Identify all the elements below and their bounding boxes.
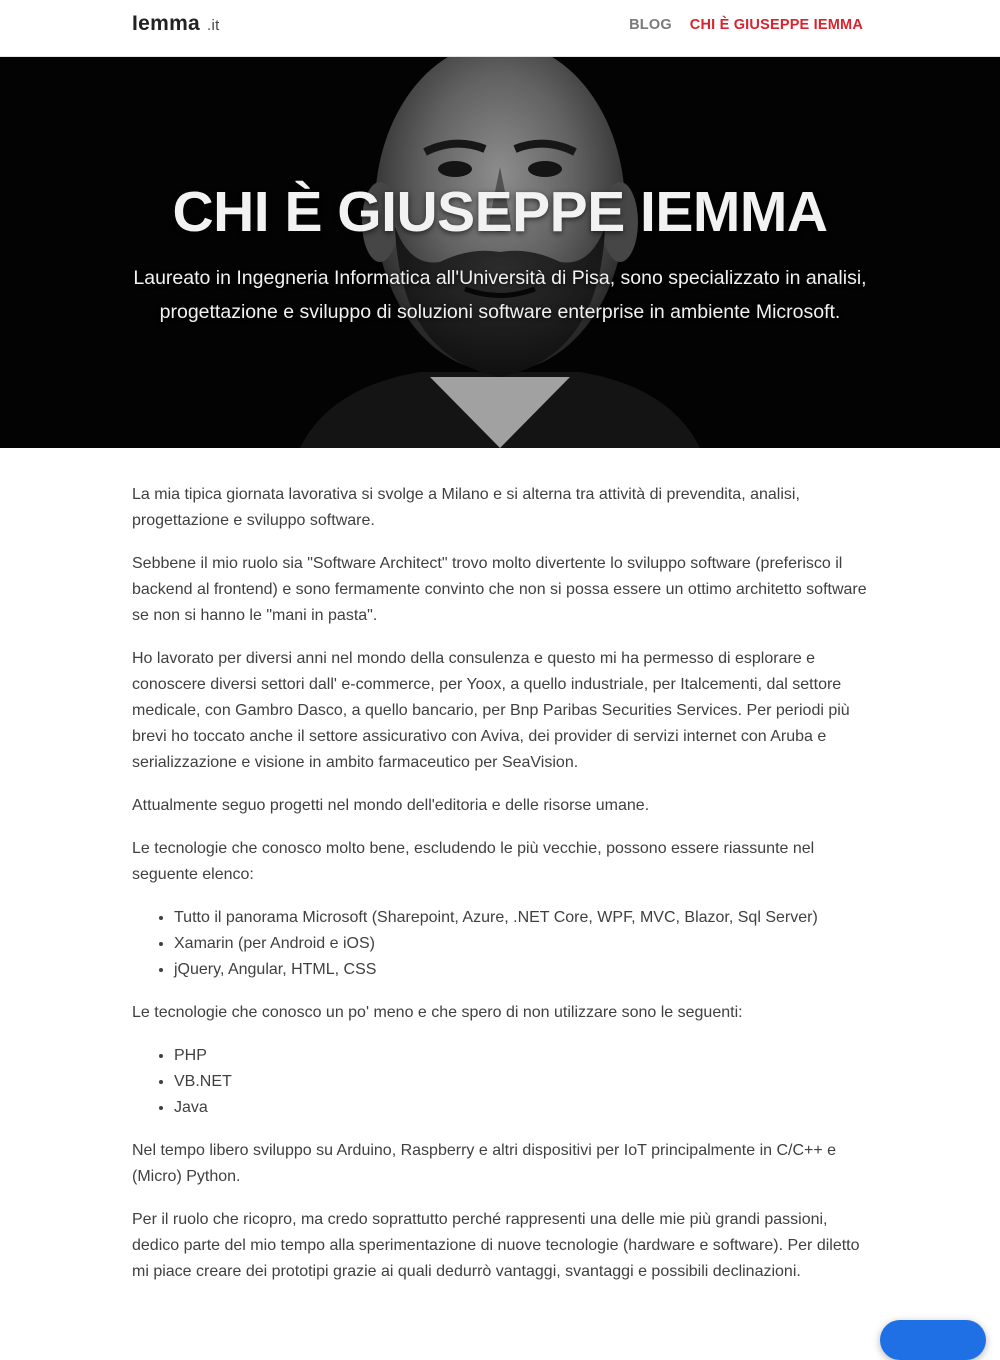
nav-links [629, 17, 863, 33]
paragraph-passion: Per il ruolo che ricopro, ma credo soprattutto perché rappresenti una delle mie più grandi passioni, dedico parte del mio tempo alla sperimentazione di nuove tecnologie (hardware e software). Per diletto mi piace creare dei prototipi grazie ai quali dedurrò vantaggi, svantaggi e possibili declinazioni. [132, 1211, 860, 1280]
nav-link-about[interactable]: CHI È GIUSEPPE IEMMA [689, 17, 863, 33]
paragraph-free-time: Nel tempo libero sviluppo su Arduino, Raspberry e altri dispositivi per IoT principalmente in C/C++ e (Micro) Python. [132, 1142, 837, 1185]
paragraph-role: Sebbene il mio ruolo sia "Software Architect" trovo molto divertente lo sviluppo software (preferisco il backend al frontend) e sono fermamente convinto che non si possa essere un ottimo architetto software se non si hanno le "mani in pasta". [132, 555, 867, 624]
hero-overlay [0, 57, 1000, 448]
page-title: CHI È GIUSEPPE IEMMA [172, 180, 828, 244]
brand-name: Iemma [132, 12, 201, 35]
paragraph-less-known-tech-intro: Le tecnologie che conosco un po' meno e che spero di non utilizzare sono le seguenti: [132, 1004, 743, 1021]
navbar [0, 0, 1000, 57]
brand-logo-link[interactable] [132, 12, 220, 36]
paragraph-workday: La mia tipica giornata lavorativa si svolge a Milano e si alterna tra attività di prevendita, analisi, progettazione e sviluppo software. [132, 486, 800, 529]
paragraph-current-projects: Attualmente seguo progetti nel mondo dell'editoria e delle risorse umane. [132, 797, 650, 814]
article-content [132, 482, 868, 1302]
brand-suffix: .it [207, 17, 220, 34]
paragraph-experience: Ho lavorato per diversi anni nel mondo della consulenza e questo mi ha permesso di esplorare e conoscere diversi settori dall' e-commerce, per Yoox, a quello industriale, per Italcementi, dal settore medicale, con Gambro Dasco, a quello bancario, per Bnp Paribas Securities Services. Per periodi più brevi ho toccato anche il settore assicurativo con Aviva, dei provider di servizi internet con Aruba e serializzazione e visione in ambito farmaceutico per SeaVision. [132, 650, 850, 771]
hero-banner [0, 57, 1000, 448]
list-item: • Java [174, 1095, 868, 1121]
list-item: • PHP [174, 1043, 868, 1069]
list-item: • VB.NET [174, 1069, 868, 1095]
list-item: • Xamarin (per Android e iOS) [174, 931, 868, 957]
list-item: • jQuery, Angular, HTML, CSS [174, 957, 868, 983]
less-known-tech-list [132, 1043, 868, 1121]
list-item: • Tutto il panorama Microsoft (Sharepoint, Azure, .NET Core, WPF, MVC, Blazor, Sql Server) [174, 905, 868, 931]
page-subtitle: Laureato in Ingegneria Informatica all'Università di Pisa, sono specializzato in analisi, progettazione e sviluppo di soluzioni software enterprise in ambiente Microsoft. [133, 267, 867, 323]
chat-widget-button[interactable] [880, 1320, 986, 1360]
paragraph-known-tech-intro: Le tecnologie che conosco molto bene, escludendo le più vecchie, possono essere riassunte nel seguente elenco: [132, 840, 815, 883]
known-tech-list [132, 905, 868, 983]
nav-link-blog[interactable]: BLOG [629, 17, 672, 33]
